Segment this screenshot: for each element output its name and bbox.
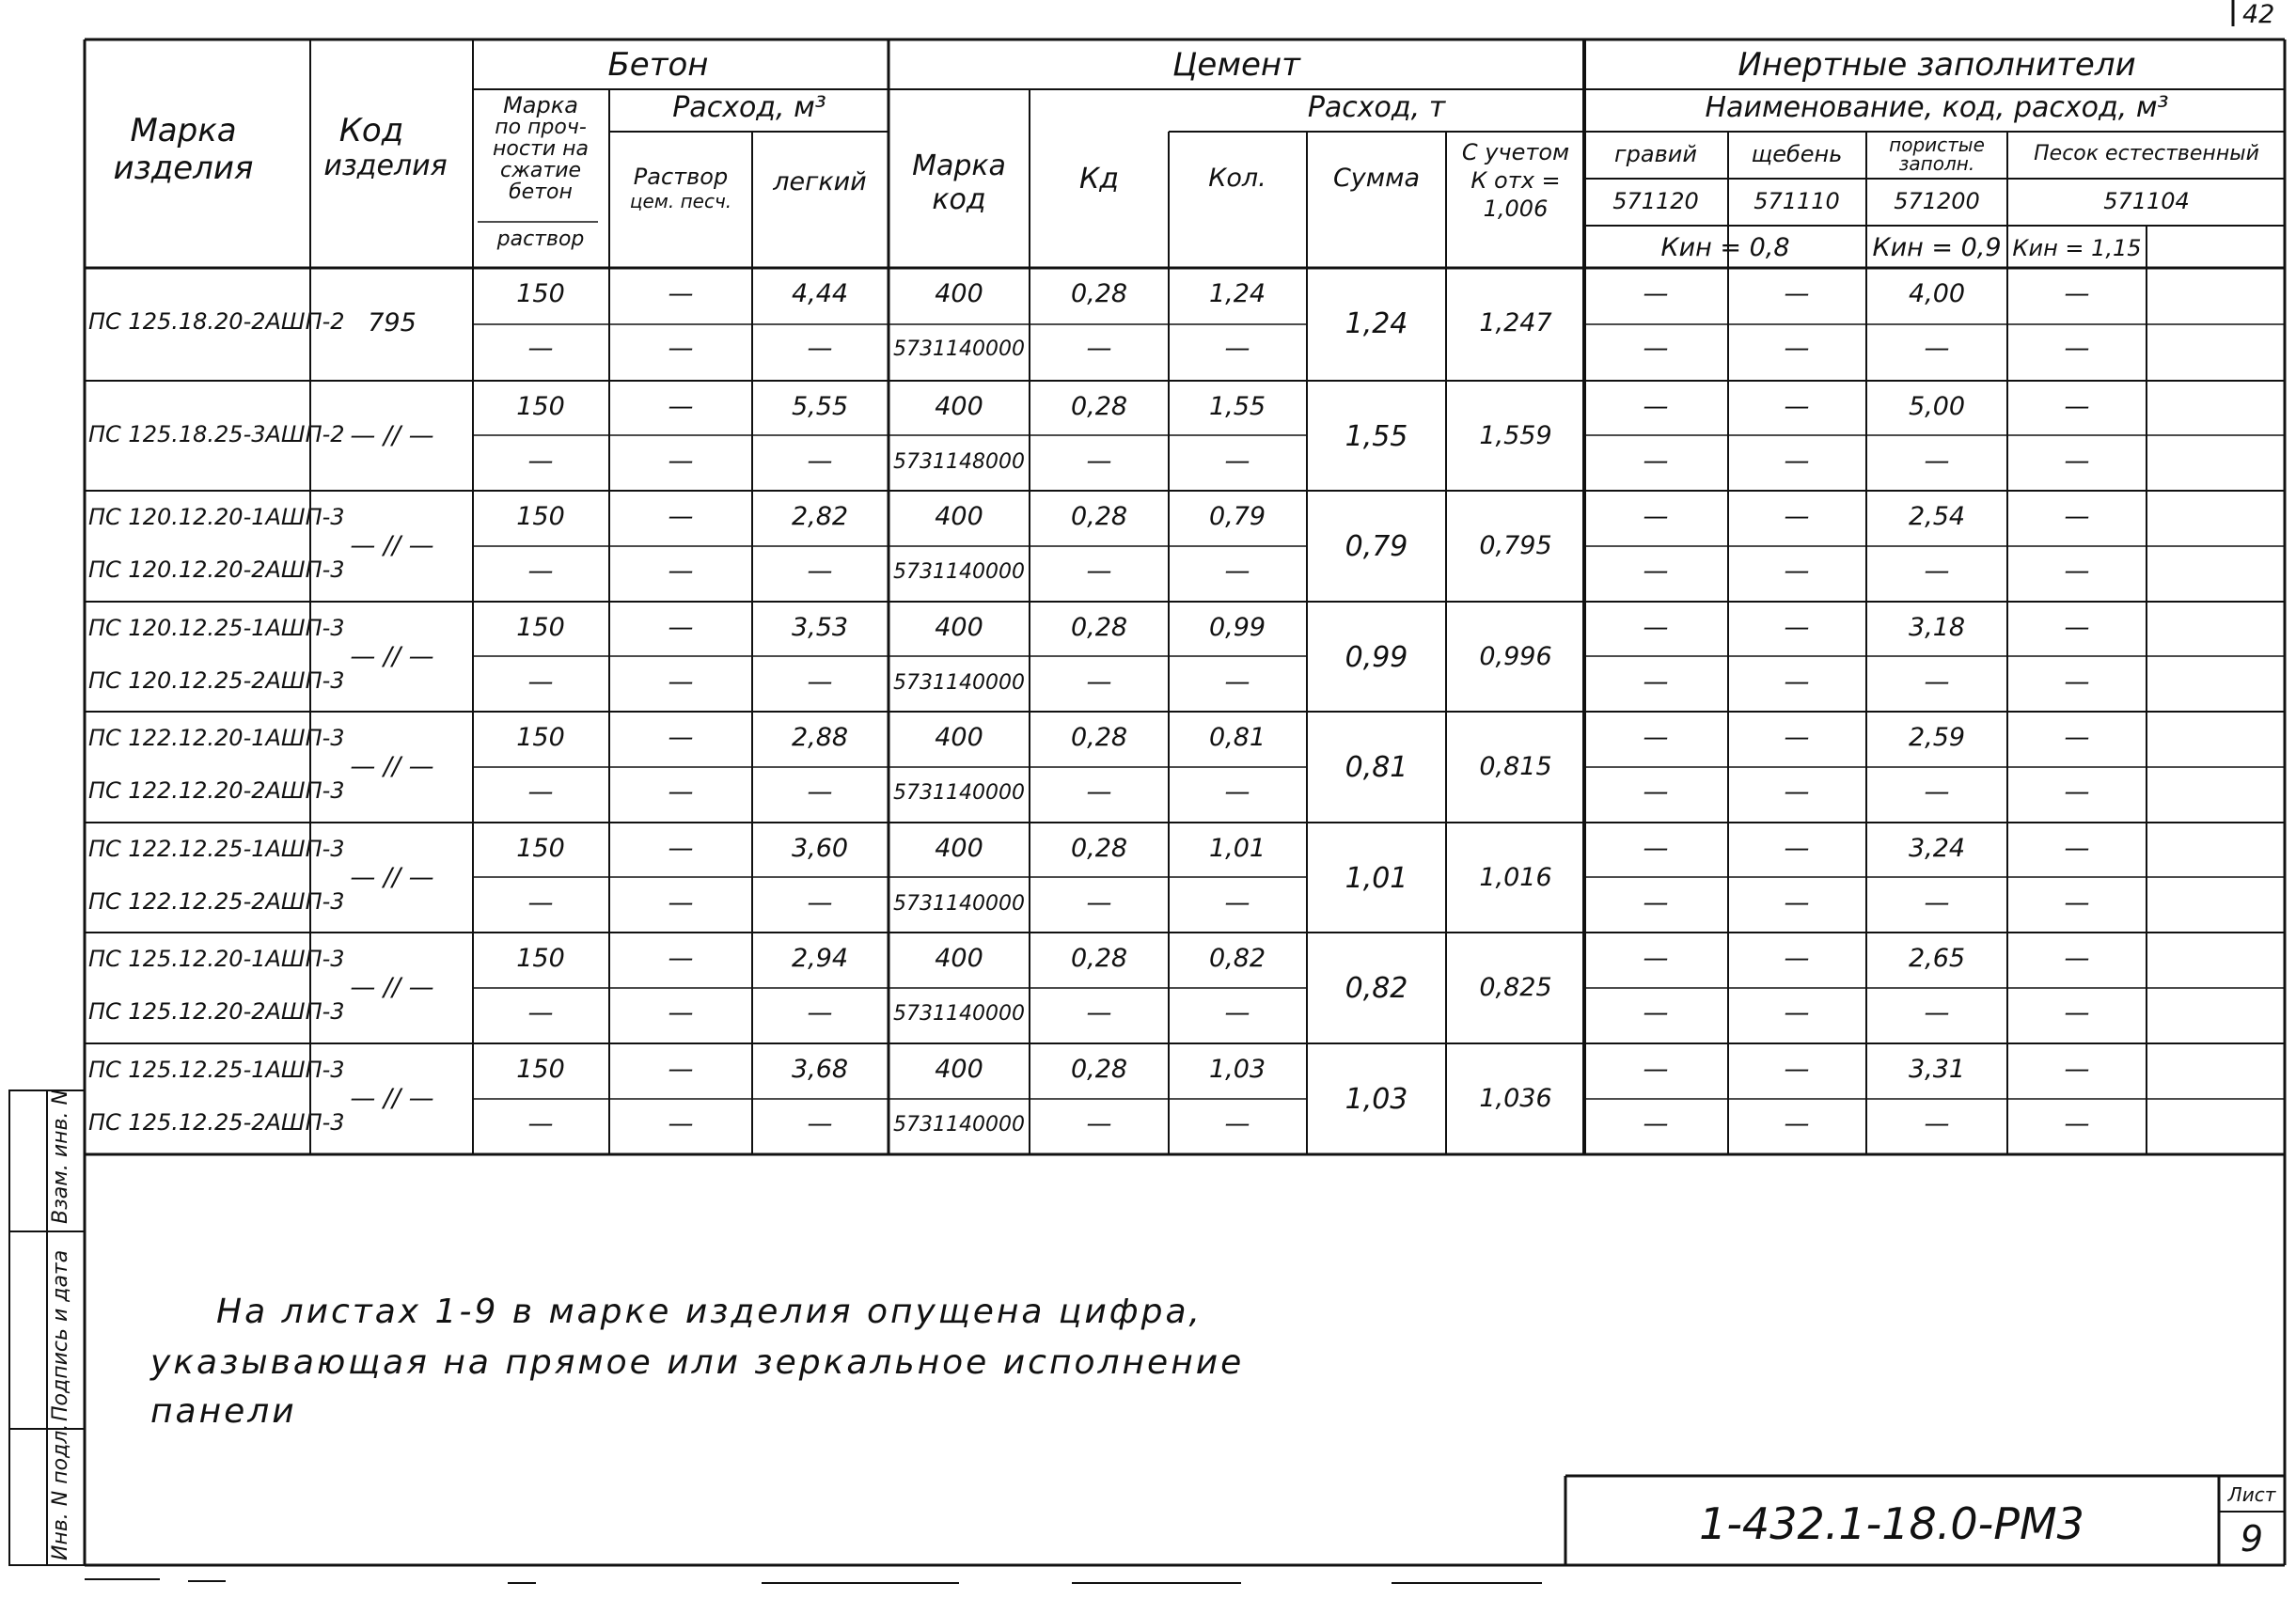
empty-cell: —: [1784, 334, 1810, 363]
empty-cell: —: [1784, 1109, 1810, 1138]
header-rastvor-line2: цем. песч.: [629, 190, 732, 212]
poristye-value: 4,00: [1908, 279, 1966, 308]
empty-cell: —: [1224, 447, 1250, 476]
empty-cell: —: [668, 334, 694, 363]
empty-cell: —: [527, 447, 554, 476]
kol-value: 1,01: [1208, 834, 1266, 863]
header-legkiy: легкий: [773, 167, 867, 196]
note-line-3: панели: [150, 1392, 297, 1431]
rastvor-value: —: [668, 723, 694, 752]
summa-value: 1,24: [1345, 307, 1408, 340]
header-s-uchetom-3: 1,006: [1483, 196, 1549, 222]
poristye-value: 3,31: [1908, 1055, 1966, 1084]
header-pesok: Песок естественный: [2034, 142, 2259, 165]
side-stamp-signature: Подпись и дата: [49, 1249, 72, 1421]
cement-code: 5731140000: [893, 892, 1025, 916]
s-uchetom-value: 0,795: [1479, 531, 1552, 560]
scheben-value: —: [1784, 723, 1810, 752]
empty-cell: —: [1224, 888, 1250, 917]
kol-value: 1,24: [1208, 279, 1266, 308]
empty-cell: —: [1224, 998, 1250, 1027]
empty-cell: —: [527, 557, 554, 586]
empty-cell: —: [668, 1109, 694, 1138]
beton-marka: 150: [516, 279, 565, 308]
summa-value: 0,99: [1345, 641, 1408, 674]
legkiy-value: 2,94: [791, 944, 849, 973]
empty-cell: —: [527, 1109, 554, 1138]
code-scheben: 571110: [1753, 188, 1840, 214]
header-inertnye: Инертные заполнители: [1738, 46, 2136, 84]
pesok-value: —: [2064, 944, 2090, 973]
pesok-value: —: [2064, 392, 2090, 421]
product-code: — // —: [350, 642, 434, 671]
s-uchetom-value: 0,815: [1479, 752, 1552, 781]
product-name: ПС 122.12.25-2АШП-3: [88, 888, 345, 915]
code-gravii: 571120: [1612, 188, 1699, 214]
empty-cell: —: [1784, 888, 1810, 917]
rastvor-value: —: [668, 944, 694, 973]
legkiy-value: 5,55: [791, 392, 849, 421]
empty-cell: —: [1784, 557, 1810, 586]
product-name: ПС 122.12.25-1АШП-3: [88, 836, 345, 862]
product-name: ПС 125.18.20-2АШП-2: [88, 308, 345, 335]
kol-value: 1,55: [1208, 392, 1266, 421]
kol-value: 0,99: [1208, 613, 1266, 642]
empty-cell: —: [1643, 447, 1669, 476]
empty-cell: —: [2064, 998, 2090, 1027]
scheben-value: —: [1784, 502, 1810, 531]
empty-cell: —: [1643, 1109, 1669, 1138]
beton-marka: 150: [516, 613, 565, 642]
sheet-label: Лист: [2227, 1483, 2276, 1506]
header-beton-rashod: Расход, м³: [672, 91, 826, 124]
empty-cell: —: [2064, 334, 2090, 363]
product-name: ПС 122.12.20-1АШП-3: [88, 725, 345, 751]
empty-cell: —: [1224, 334, 1250, 363]
product-name: ПС 120.12.25-1АШП-3: [88, 615, 345, 641]
scheben-value: —: [1784, 834, 1810, 863]
empty-cell: —: [1643, 557, 1669, 586]
header-cement-marka-1: Марка: [912, 149, 1006, 182]
s-uchetom-value: 0,996: [1479, 642, 1552, 671]
pesok-value: —: [2064, 1055, 2090, 1084]
cement-code: 5731140000: [893, 560, 1025, 584]
rastvor-value: —: [668, 502, 694, 531]
empty-cell: —: [1086, 888, 1112, 917]
beton-marka: 150: [516, 723, 565, 752]
rastvor-value: —: [668, 279, 694, 308]
kd-value: 0,28: [1070, 1055, 1128, 1084]
product-code: — // —: [350, 421, 434, 450]
rastvor-value: —: [668, 392, 694, 421]
empty-cell: —: [527, 998, 554, 1027]
cement-marka: 400: [935, 834, 983, 863]
cement-marka: 400: [935, 1055, 983, 1084]
gravii-value: —: [1643, 613, 1669, 642]
poristye-value: 3,24: [1908, 834, 1966, 863]
empty-cell: —: [807, 1109, 833, 1138]
empty-cell: —: [2064, 777, 2090, 807]
empty-cell: —: [807, 334, 833, 363]
s-uchetom-value: 1,036: [1479, 1084, 1552, 1113]
header-beton: Бетон: [607, 46, 709, 84]
header-beton-marka-6: раствор: [496, 227, 585, 251]
empty-cell: —: [1086, 334, 1112, 363]
empty-cell: —: [527, 777, 554, 807]
empty-cell: —: [1924, 777, 1950, 807]
pesok-value: —: [2064, 502, 2090, 531]
product-name: ПС 122.12.20-2АШП-3: [88, 777, 345, 804]
empty-cell: —: [1784, 998, 1810, 1027]
cement-code: 5731148000: [893, 450, 1025, 474]
rastvor-value: —: [668, 1055, 694, 1084]
kd-value: 0,28: [1070, 723, 1128, 752]
product-name: ПС 125.18.25-3АШП-2: [88, 421, 345, 447]
kd-value: 0,28: [1070, 502, 1128, 531]
header-poristye-1: пористые: [1889, 133, 1985, 156]
summa-value: 1,03: [1345, 1083, 1408, 1116]
empty-cell: —: [1784, 777, 1810, 807]
empty-cell: —: [1924, 557, 1950, 586]
gravii-value: —: [1643, 1055, 1669, 1084]
legkiy-value: 2,82: [791, 502, 849, 531]
header-beton-marka-3: ности на: [493, 137, 589, 161]
scheben-value: —: [1784, 392, 1810, 421]
header-poristye-2: заполн.: [1898, 152, 1975, 175]
empty-cell: —: [668, 447, 694, 476]
empty-cell: —: [2064, 557, 2090, 586]
header-beton-marka-2: по проч-: [495, 116, 587, 139]
empty-cell: —: [668, 557, 694, 586]
cement-marka: 400: [935, 502, 983, 531]
product-name: ПС 125.12.20-2АШП-3: [88, 998, 345, 1025]
scheben-value: —: [1784, 1055, 1810, 1084]
empty-cell: —: [1224, 1109, 1250, 1138]
empty-cell: —: [807, 667, 833, 697]
empty-cell: —: [1643, 334, 1669, 363]
note-line-1: На листах 1-9 в марке изделия опущена цифра,: [216, 1293, 1203, 1331]
gravii-value: —: [1643, 279, 1669, 308]
empty-cell: —: [1924, 334, 1950, 363]
empty-cell: —: [807, 447, 833, 476]
empty-cell: —: [1224, 557, 1250, 586]
empty-cell: —: [1224, 777, 1250, 807]
empty-cell: —: [1924, 447, 1950, 476]
kol-value: 0,79: [1208, 502, 1266, 531]
code-poristye: 571200: [1894, 188, 1980, 214]
rastvor-value: —: [668, 834, 694, 863]
summa-value: 0,81: [1345, 751, 1408, 784]
poristye-value: 3,18: [1908, 613, 1966, 642]
product-name: ПС 120.12.20-1АШП-3: [88, 504, 345, 530]
empty-cell: —: [527, 888, 554, 917]
product-code: — // —: [350, 863, 434, 892]
poristye-value: 2,59: [1908, 723, 1966, 752]
product-name: ПС 125.12.25-2АШП-3: [88, 1109, 345, 1136]
header-summa: Сумма: [1332, 164, 1421, 193]
beton-marka: 150: [516, 1055, 565, 1084]
empty-cell: —: [668, 888, 694, 917]
summa-value: 1,55: [1345, 420, 1408, 453]
empty-cell: —: [668, 998, 694, 1027]
product-name: ПС 120.12.20-2АШП-3: [88, 557, 345, 583]
empty-cell: —: [1784, 667, 1810, 697]
product-code: — // —: [350, 752, 434, 781]
cement-marka: 400: [935, 392, 983, 421]
pesok-value: —: [2064, 613, 2090, 642]
header-kod-line1: Код: [338, 112, 404, 149]
code-pesok: 571104: [2103, 188, 2190, 214]
rastvor-value: —: [668, 613, 694, 642]
header-s-uchetom-1: С учетом: [1461, 139, 1570, 165]
empty-cell: —: [1086, 667, 1112, 697]
header-marka-line1: Марка: [130, 112, 237, 149]
kd-value: 0,28: [1070, 279, 1128, 308]
cement-marka: 400: [935, 279, 983, 308]
empty-cell: —: [527, 334, 554, 363]
legkiy-value: 3,53: [791, 613, 849, 642]
empty-cell: —: [2064, 888, 2090, 917]
product-name: ПС 120.12.25-2АШП-3: [88, 667, 345, 694]
empty-cell: —: [1924, 667, 1950, 697]
header-beton-marka-5: бетон: [509, 180, 573, 204]
s-uchetom-value: 1,016: [1479, 863, 1552, 892]
empty-cell: —: [807, 888, 833, 917]
cement-code: 5731140000: [893, 1002, 1025, 1026]
pesok-value: —: [2064, 279, 2090, 308]
kol-value: 0,82: [1208, 944, 1266, 973]
gravii-value: —: [1643, 834, 1669, 863]
header-s-uchetom-2: К отх =: [1470, 167, 1561, 194]
header-cement-rashod: Расход, т: [1307, 91, 1446, 124]
scheben-value: —: [1784, 279, 1810, 308]
kd-value: 0,28: [1070, 392, 1128, 421]
header-beton-marka-1: Марка: [503, 92, 578, 118]
empty-cell: —: [1643, 667, 1669, 697]
header-kol: Кол.: [1208, 164, 1266, 193]
beton-marka: 150: [516, 392, 565, 421]
empty-cell: —: [2064, 447, 2090, 476]
gravii-value: —: [1643, 502, 1669, 531]
empty-cell: —: [1086, 557, 1112, 586]
product-code: — // —: [350, 973, 434, 1002]
cement-code: 5731140000: [893, 1113, 1025, 1137]
corner-sheet-number: 42: [2242, 0, 2275, 29]
product-name: ПС 125.12.25-1АШП-3: [88, 1057, 345, 1083]
cement-marka: 400: [935, 613, 983, 642]
gravii-value: —: [1643, 723, 1669, 752]
poristye-value: 2,65: [1908, 944, 1966, 973]
cement-code: 5731140000: [893, 671, 1025, 695]
kd-value: 0,28: [1070, 944, 1128, 973]
s-uchetom-value: 0,825: [1479, 973, 1552, 1002]
empty-cell: —: [1643, 888, 1669, 917]
kin-pesok: Кин = 1,15: [2012, 235, 2142, 261]
poristye-value: 2,54: [1908, 502, 1966, 531]
pesok-value: —: [2064, 723, 2090, 752]
product-code: — // —: [350, 531, 434, 560]
gravii-value: —: [1643, 944, 1669, 973]
kin-poristye: Кин = 0,9: [1872, 233, 2002, 262]
empty-cell: —: [1086, 777, 1112, 807]
kin-gravii-scheben: Кин = 0,8: [1660, 233, 1790, 262]
scheben-value: —: [1784, 613, 1810, 642]
header-kod-line2: изделия: [323, 149, 448, 182]
empty-cell: —: [1224, 667, 1250, 697]
empty-cell: —: [1924, 998, 1950, 1027]
empty-cell: —: [2064, 1109, 2090, 1138]
empty-cell: —: [1643, 777, 1669, 807]
empty-cell: —: [668, 777, 694, 807]
cement-code: 5731140000: [893, 781, 1025, 805]
s-uchetom-value: 1,247: [1479, 308, 1552, 337]
beton-marka: 150: [516, 502, 565, 531]
kol-value: 0,81: [1208, 723, 1266, 752]
cement-code: 5731140000: [893, 337, 1025, 361]
header-scheben: щебень: [1751, 141, 1843, 167]
empty-cell: —: [807, 777, 833, 807]
legkiy-value: 2,88: [791, 723, 849, 752]
scheben-value: —: [1784, 944, 1810, 973]
note-line-2: указывающая на прямое или зеркальное исполнение: [150, 1343, 1245, 1382]
beton-marka: 150: [516, 944, 565, 973]
header-naimenovanie: Наименование, код, расход, м³: [1705, 91, 2169, 124]
gravii-value: —: [1643, 392, 1669, 421]
legkiy-value: 4,44: [791, 279, 849, 308]
header-gravii: гравий: [1614, 141, 1697, 167]
product-code: — // —: [350, 1084, 434, 1113]
header-cement-marka-2: код: [932, 183, 986, 216]
summa-value: 0,79: [1345, 530, 1408, 563]
header-rastvor-line1: Раствор: [633, 164, 729, 190]
cement-marka: 400: [935, 723, 983, 752]
empty-cell: —: [1086, 1109, 1112, 1138]
legkiy-value: 3,60: [791, 834, 849, 863]
header-beton-marka-4: сжатие: [499, 159, 582, 182]
cement-marka: 400: [935, 944, 983, 973]
beton-marka: 150: [516, 834, 565, 863]
empty-cell: —: [1924, 1109, 1950, 1138]
empty-cell: —: [668, 667, 694, 697]
header-kd: Кд: [1078, 163, 1120, 196]
empty-cell: —: [807, 998, 833, 1027]
side-stamp-vzam: Взам. инв. N: [49, 1090, 72, 1224]
empty-cell: —: [1643, 998, 1669, 1027]
sheet-number: 9: [2240, 1518, 2264, 1560]
empty-cell: —: [1784, 447, 1810, 476]
document-code: 1-432.1-18.0-РМ3: [1699, 1498, 2084, 1549]
summa-value: 1,01: [1345, 862, 1408, 895]
pesok-value: —: [2064, 834, 2090, 863]
kd-value: 0,28: [1070, 834, 1128, 863]
summa-value: 0,82: [1345, 972, 1408, 1005]
product-code: 795: [368, 308, 417, 337]
header-marka-line2: изделия: [113, 149, 254, 187]
empty-cell: —: [1924, 888, 1950, 917]
empty-cell: —: [1086, 447, 1112, 476]
s-uchetom-value: 1,559: [1479, 421, 1552, 450]
side-stamp-inv: Инв. N подл.: [49, 1423, 72, 1560]
kd-value: 0,28: [1070, 613, 1128, 642]
poristye-value: 5,00: [1908, 392, 1966, 421]
legkiy-value: 3,68: [791, 1055, 849, 1084]
empty-cell: —: [527, 667, 554, 697]
header-cement: Цемент: [1172, 46, 1300, 84]
empty-cell: —: [1086, 998, 1112, 1027]
empty-cell: —: [2064, 667, 2090, 697]
kol-value: 1,03: [1208, 1055, 1266, 1084]
empty-cell: —: [807, 557, 833, 586]
product-name: ПС 125.12.20-1АШП-3: [88, 946, 345, 972]
